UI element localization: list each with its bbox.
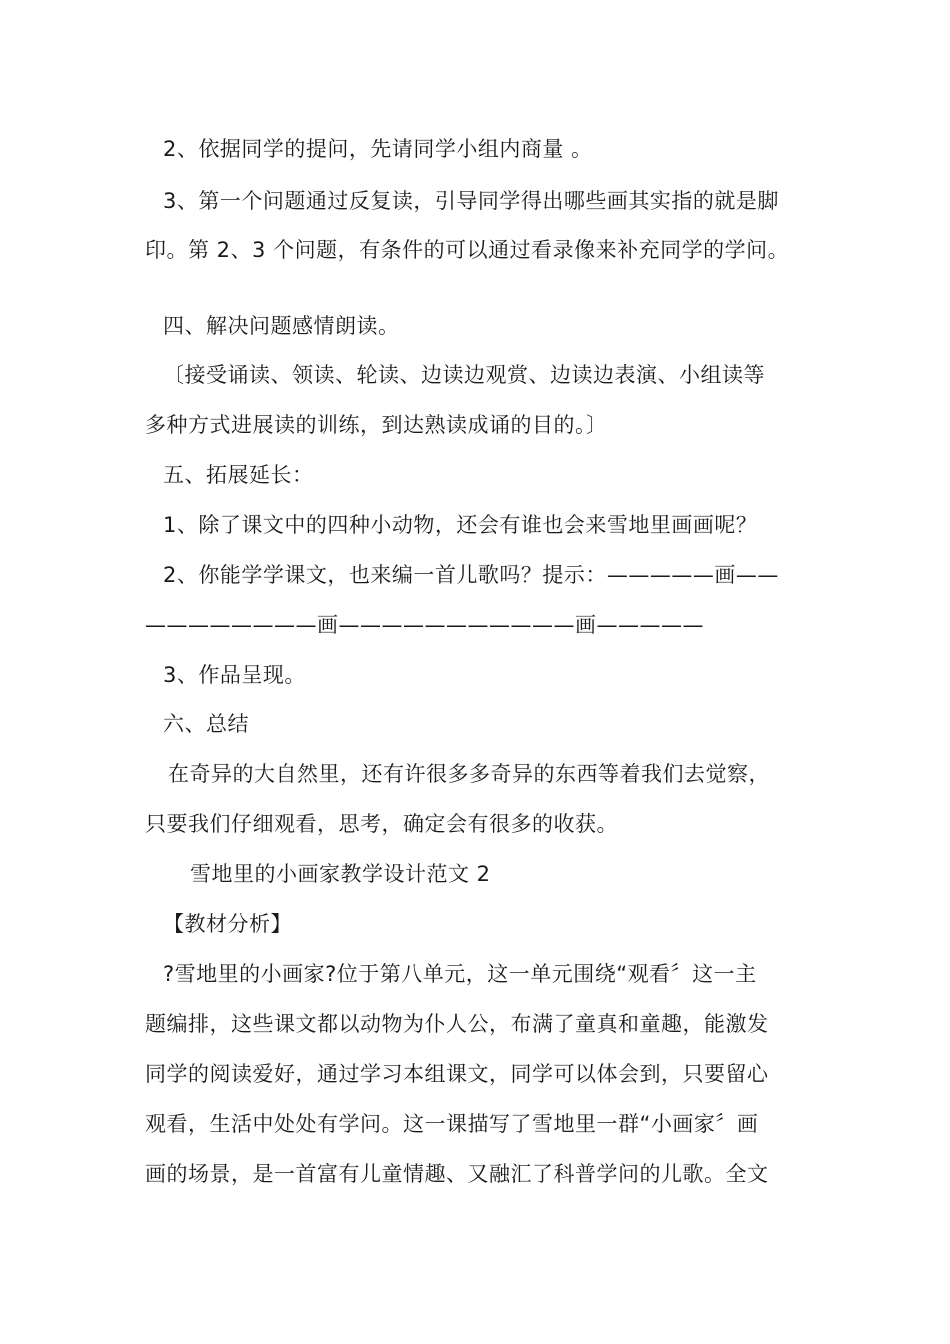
step-3-continuation: 印。第 2、3 个问题，有条件的可以通过看录像来补充同学的学问。 (145, 238, 790, 262)
analysis-paragraph-line-5: 画的场景，是一首富有儿童情趣、又融汇了科普学问的儿歌。全文 (145, 1162, 769, 1186)
section-4-heading: 四、解决问题感情朗读。 (163, 314, 400, 338)
section-title: 雪地里的小画家教学设计范文 2 (190, 862, 491, 886)
summary-continuation: 只要我们仔细观看，思考，确定会有很多的收获。 (145, 812, 618, 836)
section-5-heading: 五、拓展延长： (163, 463, 314, 487)
summary-line: 在奇异的大自然里，还有许很多多奇异的东西等着我们去觉察， (168, 762, 770, 786)
extension-question-2-continuation: ————————画———————————画————— (145, 613, 704, 637)
analysis-paragraph-line-4: 观看，生活中处处有学问。这一课描写了雪地里一群“小画家〞画 (145, 1112, 759, 1136)
extension-question-3: 3、作品呈现。 (163, 663, 306, 687)
analysis-paragraph-line-2: 题编排，这些课文都以动物为仆人公，布满了童真和童趣，能激发 (145, 1012, 769, 1036)
analysis-paragraph-line-3: 同学的阅读爱好，通过学习本组课文，同学可以体会到，只要留心 (145, 1062, 769, 1086)
reading-methods-continuation: 多种方式进展读的训练，到达熟读成诵的目的。〕 (145, 413, 608, 437)
section-6-heading: 六、总结 (163, 712, 249, 736)
material-analysis-heading: 【教材分析】 (163, 912, 292, 936)
reading-methods-line: 〔接受诵读、领读、轮读、边读边观赏、边读边表演、小组读等 (163, 363, 765, 387)
extension-question-1: 1、除了课文中的四种小动物，还会有谁也会来雪地里画画呢？ (163, 513, 758, 537)
analysis-paragraph-line-1: ?雪地里的小画家?位于第八单元，这一单元围绕“观看〞这一主 (163, 962, 757, 986)
step-3-line: 3、第一个问题通过反复读，引导同学得出哪些画其实指的就是脚 (163, 189, 779, 213)
step-2-line: 2、依据同学的提问，先请同学小组内商量 。 (163, 137, 593, 161)
extension-question-2: 2、你能学学课文，也来编一首儿歌吗？提示：—————画—— (163, 563, 779, 587)
